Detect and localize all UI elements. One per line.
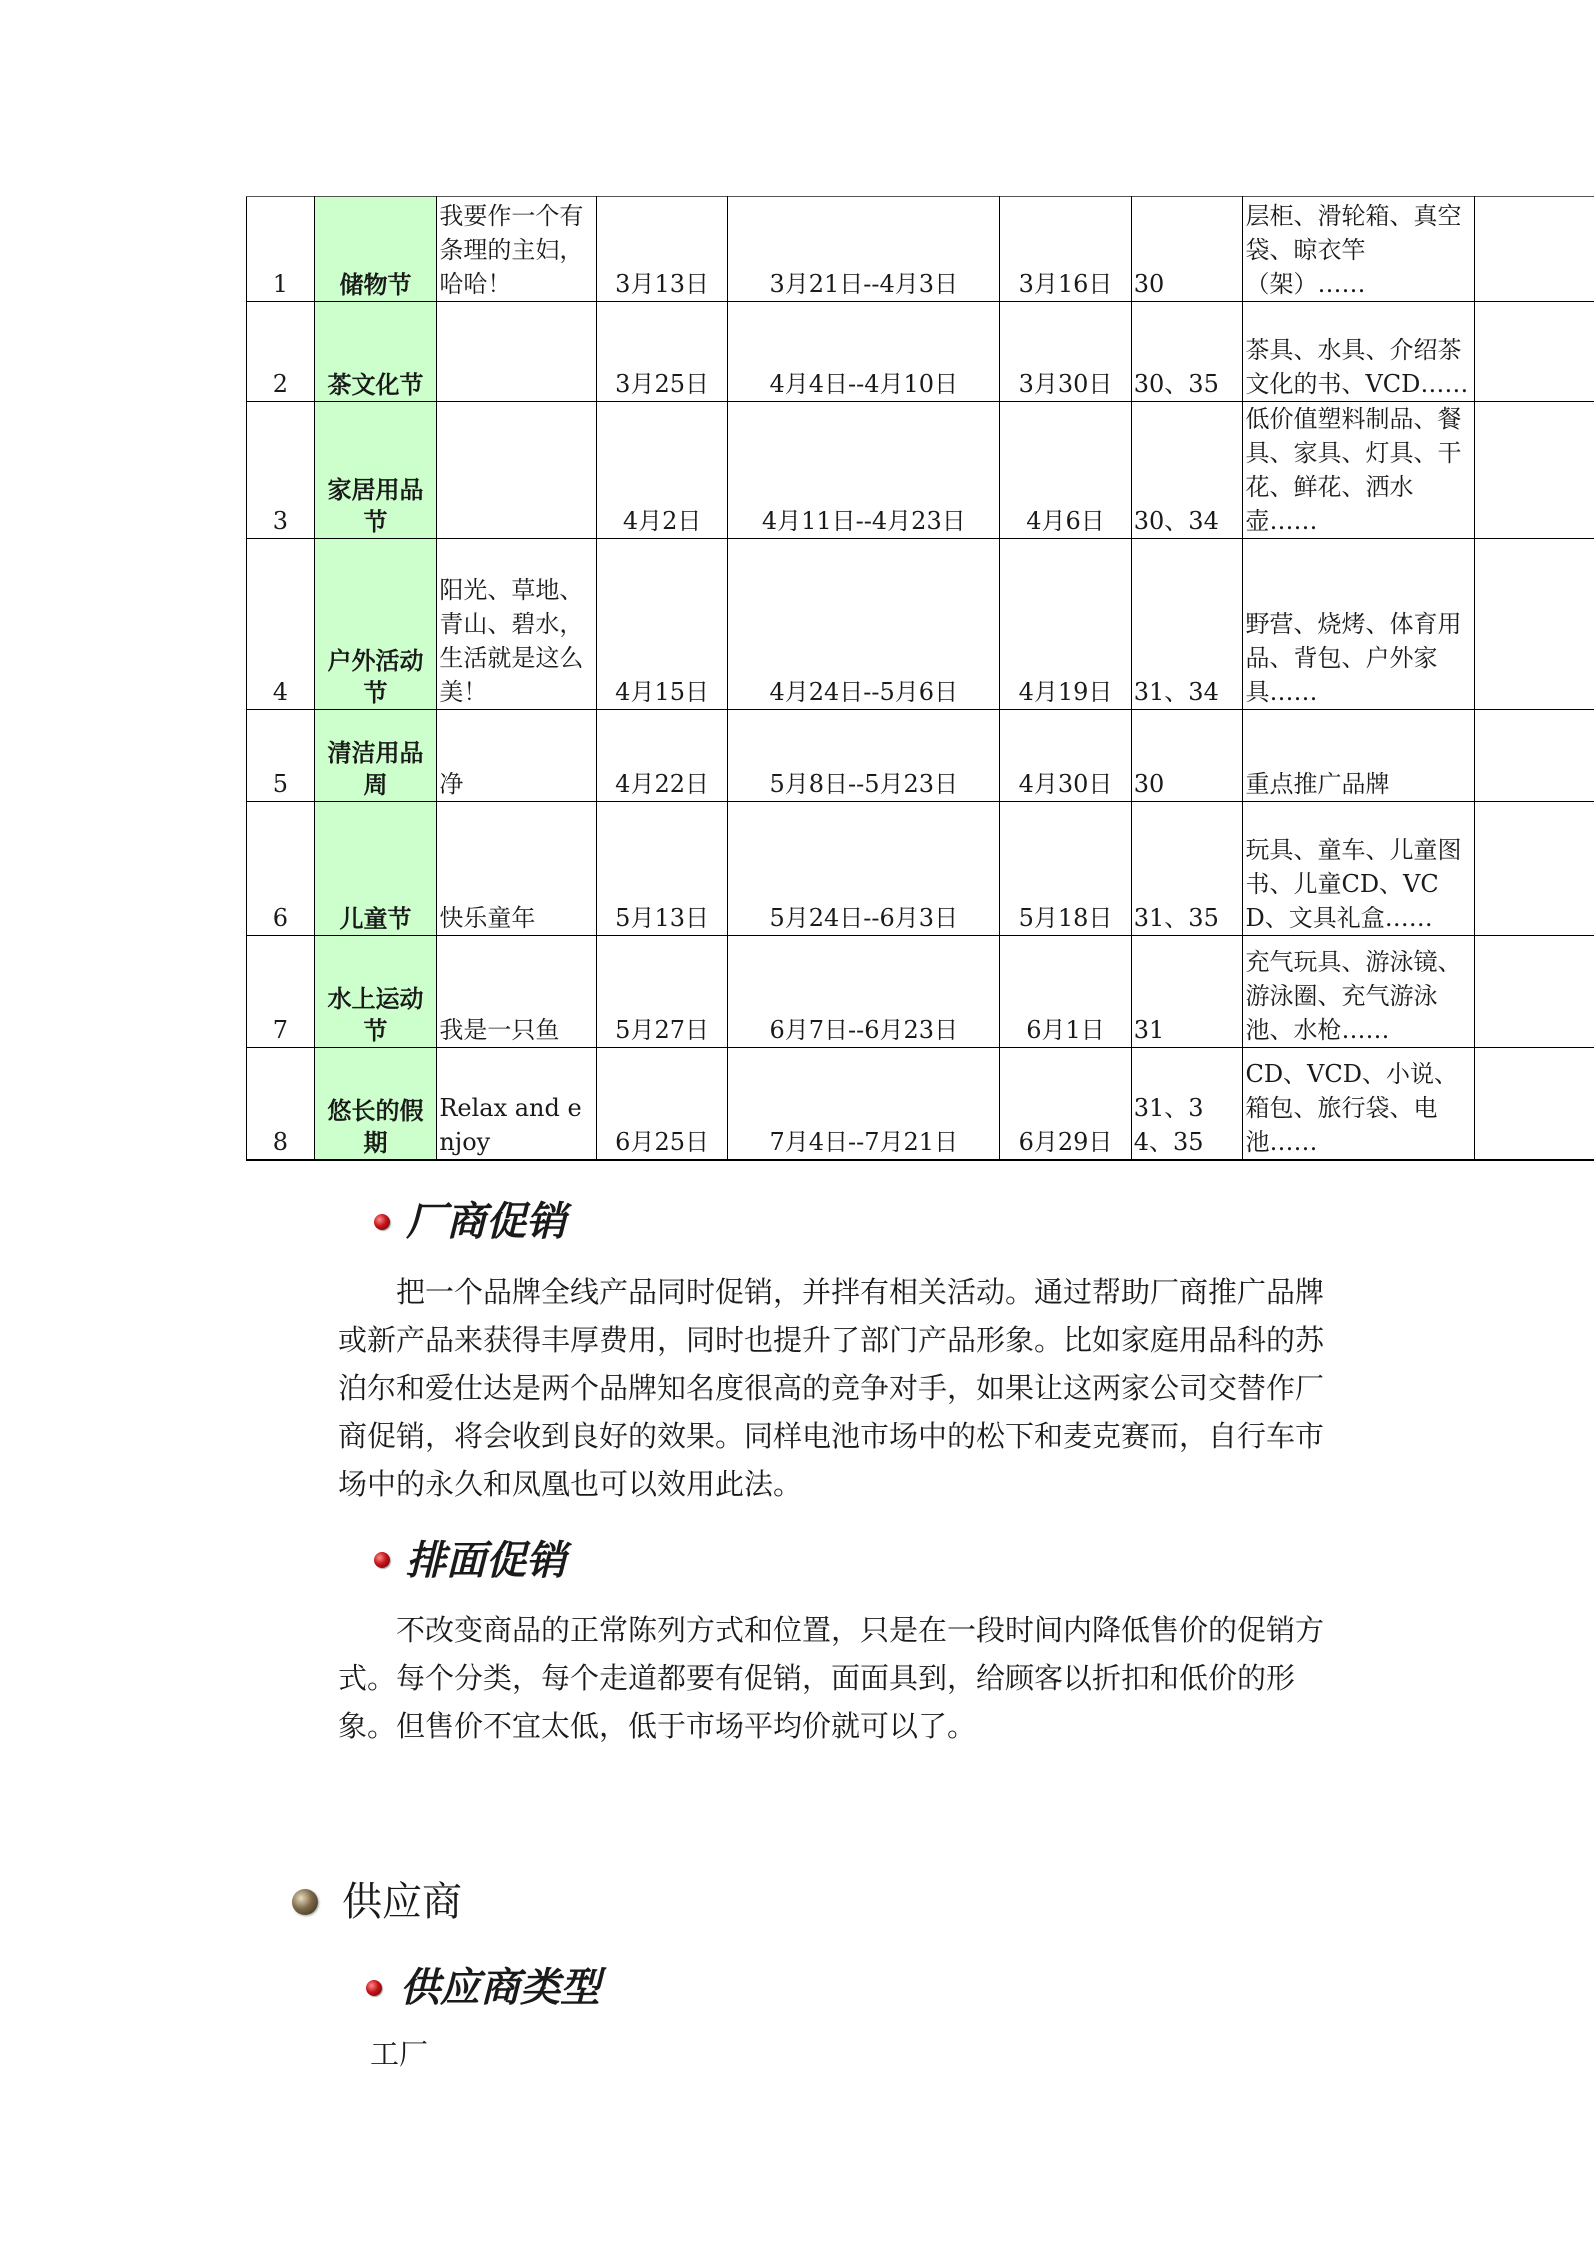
table-row: [247, 710, 1594, 802]
festival-name-cell: 悠长的假期: [314, 1048, 437, 1160]
festival-theme-cell: [437, 302, 597, 402]
page-numbers-cell: 30: [1131, 197, 1243, 302]
festival-name-cell: 清洁用品周: [314, 710, 437, 802]
featured-goods-cell: 低价值塑料制品、餐具、家具、灯具、干花、鲜花、洒水壶……: [1243, 402, 1475, 539]
page-numbers-cell: 31、35: [1131, 802, 1243, 936]
empty-cell-cell: [1474, 802, 1594, 936]
start-date-cell: 5月13日: [596, 802, 728, 936]
festival-theme-cell: 快乐童年: [437, 802, 597, 936]
festival-name-cell: 茶文化节: [314, 302, 437, 402]
second-date-cell: 4月30日: [1000, 710, 1132, 802]
start-date-cell: 3月25日: [596, 302, 728, 402]
promo-period-cell: 4月24日--5月6日: [728, 539, 1000, 710]
page-numbers-cell: 31、34、35: [1131, 1048, 1243, 1160]
featured-goods-cell: 玩具、童车、儿童图书、儿童CD、VCD、文具礼盒……: [1243, 802, 1475, 936]
row-number-cell: 5: [247, 710, 315, 802]
featured-goods-cell: 茶具、水具、介绍茶文化的书、VCD……: [1243, 302, 1475, 402]
vendor-promo-paragraph: 把一个品牌全线产品同时促销，并拌有相关活动。通过帮助厂商推广品牌或新产品来获得丰厚费用，同时也提升了部门产品形象。比如家庭用品科的苏泊尔和爱仕达是两个品牌知名度很高的竞争对手，如果让这两家公司交替作厂商促销，将会收到良好的效果。同样电池市场中的松下和麦克赛而，自行车市场中的永久和凤凰也可以效用此法。: [338, 1275, 1325, 1501]
festival-theme-cell: 阳光、草地、青山、碧水，生活就是这么美！: [437, 539, 597, 710]
row-number-cell: 6: [247, 802, 315, 936]
festival-theme-cell: [437, 402, 597, 539]
featured-goods-cell: CD、VCD、小说、箱包、旅行袋、电池……: [1243, 1048, 1475, 1160]
empty-cell-cell: [1474, 1048, 1594, 1160]
red-bullet-icon: [366, 1980, 382, 1996]
empty-cell-cell: [1474, 402, 1594, 539]
vendor-promo-heading: 厂商促销: [406, 1198, 566, 1245]
second-date-cell: 3月16日: [1000, 197, 1132, 302]
featured-goods-cell: 层柜、滑轮箱、真空袋、晾衣竿（架）……: [1243, 197, 1475, 302]
display-promo-heading: 排面促销: [406, 1537, 566, 1584]
promo-period-cell: 3月21日--4月3日: [728, 197, 1000, 302]
festival-theme-cell: 我要作一个有条理的主妇，哈哈！: [437, 197, 597, 302]
bronze-bullet-icon: [292, 1889, 318, 1915]
promo-period-cell: 7月4日--7月21日: [728, 1048, 1000, 1160]
promo-schedule-table: [246, 196, 1594, 1161]
festival-theme-cell: 我是一只鱼: [437, 936, 597, 1048]
start-date-cell: 4月22日: [596, 710, 728, 802]
empty-cell-cell: [1474, 539, 1594, 710]
promo-period-cell: 4月11日--4月23日: [728, 402, 1000, 539]
second-date-cell: 4月6日: [1000, 402, 1132, 539]
page-numbers-cell: 30: [1131, 710, 1243, 802]
festival-name-cell: 水上运动节: [314, 936, 437, 1048]
table-row: [247, 936, 1594, 1048]
table-row: [247, 802, 1594, 936]
festival-theme-cell: Relax and enjoy: [437, 1048, 597, 1160]
second-date-cell: 3月30日: [1000, 302, 1132, 402]
supplier-heading: 供应商: [342, 1879, 462, 1925]
second-date-cell: 6月1日: [1000, 936, 1132, 1048]
table-row: [247, 197, 1594, 302]
page-numbers-cell: 31、34: [1131, 539, 1243, 710]
promo-period-cell: 5月24日--6月3日: [728, 802, 1000, 936]
featured-goods-cell: 充气玩具、游泳镜、游泳圈、充气游泳池、水枪……: [1243, 936, 1475, 1048]
featured-goods-cell: 野营、烧烤、体育用品、背包、户外家具……: [1243, 539, 1475, 710]
row-number-cell: 3: [247, 402, 315, 539]
festival-name-cell: 户外活动节: [314, 539, 437, 710]
red-bullet-icon: [374, 1552, 390, 1568]
table-row: [247, 1048, 1594, 1160]
empty-cell-cell: [1474, 936, 1594, 1048]
table-row: [247, 539, 1594, 710]
second-date-cell: 5月18日: [1000, 802, 1132, 936]
red-bullet-icon: [374, 1214, 390, 1230]
start-date-cell: 5月27日: [596, 936, 728, 1048]
page-numbers-cell: 30、35: [1131, 302, 1243, 402]
featured-goods-cell: 重点推广品牌: [1243, 710, 1475, 802]
second-date-cell: 4月19日: [1000, 539, 1132, 710]
festival-theme-cell: 净: [437, 710, 597, 802]
start-date-cell: 4月2日: [596, 402, 728, 539]
promo-period-cell: 5月8日--5月23日: [728, 710, 1000, 802]
empty-cell-cell: [1474, 302, 1594, 402]
row-number-cell: 1: [247, 197, 315, 302]
start-date-cell: 4月15日: [596, 539, 728, 710]
promo-period-cell: 4月4日--4月10日: [728, 302, 1000, 402]
second-date-cell: 6月29日: [1000, 1048, 1132, 1160]
promo-period-cell: 6月7日--6月23日: [728, 936, 1000, 1048]
supplier-type-heading: 供应商类型: [400, 1964, 600, 2011]
row-number-cell: 4: [247, 539, 315, 710]
empty-cell-cell: [1474, 710, 1594, 802]
festival-name-cell: 儿童节: [314, 802, 437, 936]
page-numbers-cell: 31: [1131, 936, 1243, 1048]
festival-name-cell: 储物节: [314, 197, 437, 302]
start-date-cell: 3月13日: [596, 197, 728, 302]
row-number-cell: 7: [247, 936, 315, 1048]
supplier-type-item: 工厂: [370, 2037, 429, 2071]
festival-name-cell: 家居用品节: [314, 402, 437, 539]
row-number-cell: 2: [247, 302, 315, 402]
table-row: [247, 402, 1594, 539]
empty-cell-cell: [1474, 197, 1594, 302]
start-date-cell: 6月25日: [596, 1048, 728, 1160]
page-numbers-cell: 30、34: [1131, 402, 1243, 539]
row-number-cell: 8: [247, 1048, 315, 1160]
display-promo-paragraph: 不改变商品的正常陈列方式和位置，只是在一段时间内降低售价的促销方式。每个分类，每个走道都要有促销，面面具到，给顾客以折扣和低价的形象。但售价不宜太低，低于市场平均价就可以了。: [338, 1613, 1325, 1743]
table-row: [247, 302, 1594, 402]
